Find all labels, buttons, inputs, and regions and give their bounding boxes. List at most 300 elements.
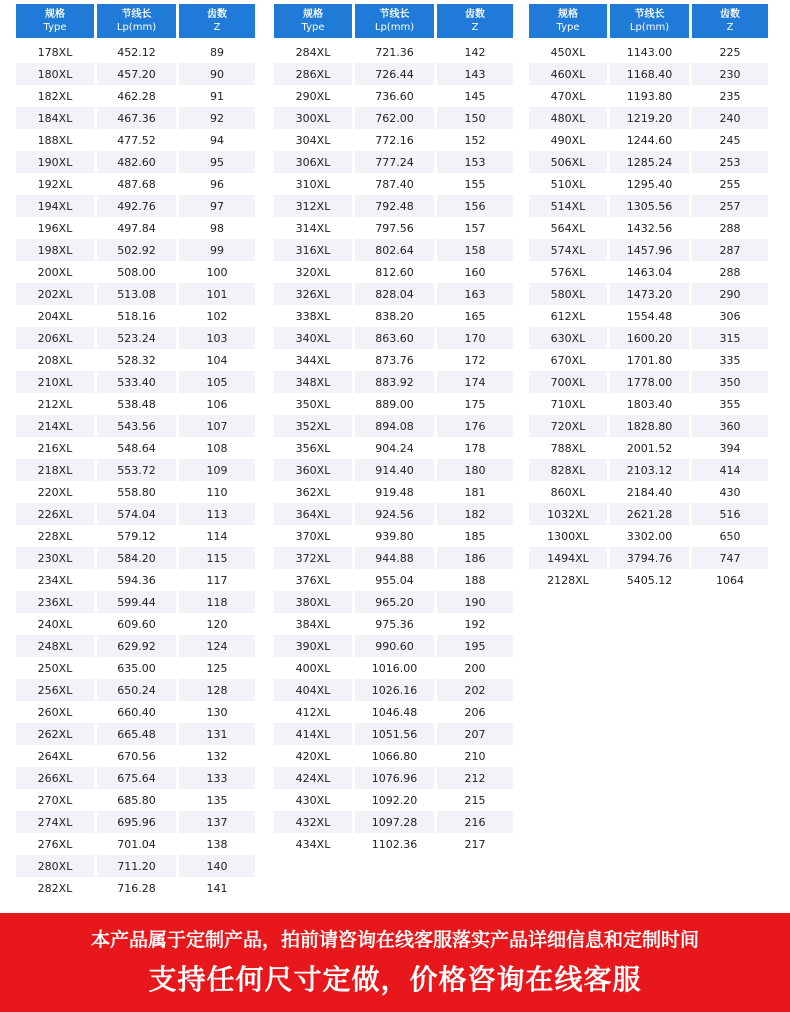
pitch-length-cell: 955.04 (355, 569, 434, 591)
pitch-length-cell: 965.20 (355, 591, 434, 613)
teeth-cell: 158 (437, 239, 513, 261)
pitch-length-cell: 599.44 (97, 591, 176, 613)
teeth-cell: 138 (179, 833, 255, 855)
table-row (529, 393, 768, 415)
pitch-length-cell: 457.20 (97, 63, 176, 85)
pitch-length-cell: 1026.16 (355, 679, 434, 701)
pitch-length-cell: 1219.20 (610, 107, 689, 129)
teeth-cell: 210 (437, 745, 513, 767)
header-teeth-cn: 齿数 (207, 9, 227, 20)
teeth-cell: 165 (437, 305, 513, 327)
pitch-length-cell: 838.20 (355, 305, 434, 327)
teeth-cell: 98 (179, 217, 255, 239)
pitch-length-cell: 792.48 (355, 195, 434, 217)
pitch-length-cell: 1285.24 (610, 151, 689, 173)
pitch-length-cell: 914.40 (355, 459, 434, 481)
table-row (16, 371, 255, 393)
table-row (274, 393, 513, 415)
type-cell: 360XL (274, 459, 352, 481)
teeth-cell: 92 (179, 107, 255, 129)
teeth-cell: 288 (692, 261, 768, 283)
pitch-length-cell: 1432.56 (610, 217, 689, 239)
teeth-cell: 118 (179, 591, 255, 613)
pitch-length-cell: 665.48 (97, 723, 176, 745)
table-row (529, 327, 768, 349)
table-row (16, 481, 255, 503)
teeth-cell: 153 (437, 151, 513, 173)
notice-banner (0, 913, 790, 1012)
table-row (16, 195, 255, 217)
teeth-cell: 105 (179, 371, 255, 393)
type-cell: 470XL (529, 85, 607, 107)
type-cell: 216XL (16, 437, 94, 459)
table-row (529, 173, 768, 195)
table-row (529, 217, 768, 239)
type-cell: 326XL (274, 283, 352, 305)
pitch-length-cell: 975.36 (355, 613, 434, 635)
pitch-length-cell: 772.16 (355, 129, 434, 151)
teeth-cell: 192 (437, 613, 513, 635)
type-cell: 184XL (16, 107, 94, 129)
teeth-cell: 110 (179, 481, 255, 503)
type-cell: 430XL (274, 789, 352, 811)
teeth-cell: 142 (437, 38, 513, 63)
pitch-length-cell: 721.36 (355, 38, 434, 63)
pitch-length-cell: 797.56 (355, 217, 434, 239)
teeth-cell: 215 (437, 789, 513, 811)
table-row (274, 415, 513, 437)
pitch-length-cell: 762.00 (355, 107, 434, 129)
pitch-length-cell: 990.60 (355, 635, 434, 657)
teeth-cell: 135 (179, 789, 255, 811)
type-cell: 574XL (529, 239, 607, 261)
table-row (274, 129, 513, 151)
teeth-cell: 130 (179, 701, 255, 723)
pitch-length-cell: 502.92 (97, 239, 176, 261)
teeth-cell: 120 (179, 613, 255, 635)
pitch-length-cell: 508.00 (97, 261, 176, 283)
table-row (529, 239, 768, 261)
pitch-length-cell: 2184.40 (610, 481, 689, 503)
teeth-cell: 141 (179, 877, 255, 899)
table-row (16, 129, 255, 151)
type-cell: 376XL (274, 569, 352, 591)
teeth-cell: 394 (692, 437, 768, 459)
table-row (16, 855, 255, 877)
type-cell: 380XL (274, 591, 352, 613)
header-pitch-length-cn: 节线长 (121, 9, 152, 20)
table-row (16, 239, 255, 261)
table-row (274, 63, 513, 85)
table-row (16, 217, 255, 239)
type-cell: 348XL (274, 371, 352, 393)
type-cell: 256XL (16, 679, 94, 701)
pitch-length-cell: 701.04 (97, 833, 176, 855)
teeth-cell: 143 (437, 63, 513, 85)
header-pitch-length (97, 4, 176, 38)
type-cell: 262XL (16, 723, 94, 745)
type-cell: 404XL (274, 679, 352, 701)
table-row (529, 107, 768, 129)
header-type-cn: 规格 (45, 9, 65, 20)
header-type-cn: 规格 (558, 9, 578, 20)
type-cell: 434XL (274, 833, 352, 855)
pitch-length-cell: 635.00 (97, 657, 176, 679)
table-row (274, 547, 513, 569)
pitch-length-cell: 1778.00 (610, 371, 689, 393)
table-row (274, 789, 513, 811)
teeth-cell: 181 (437, 481, 513, 503)
teeth-cell: 257 (692, 195, 768, 217)
table-row (274, 371, 513, 393)
header-teeth-en: Z (726, 22, 734, 33)
type-cell: 304XL (274, 129, 352, 151)
header-type-en: Type (43, 22, 67, 33)
pitch-length-cell: 919.48 (355, 481, 434, 503)
pitch-length-cell: 1046.48 (355, 701, 434, 723)
table-row (529, 437, 768, 459)
table-row (16, 173, 255, 195)
type-cell: 320XL (274, 261, 352, 283)
table-row (274, 151, 513, 173)
type-cell: 228XL (16, 525, 94, 547)
pitch-length-cell: 802.64 (355, 239, 434, 261)
pitch-length-cell: 1701.80 (610, 349, 689, 371)
pitch-length-cell: 1102.36 (355, 833, 434, 855)
teeth-cell: 360 (692, 415, 768, 437)
pitch-length-cell: 777.24 (355, 151, 434, 173)
type-cell: 370XL (274, 525, 352, 547)
table-row (16, 393, 255, 415)
teeth-cell: 225 (692, 38, 768, 63)
pitch-length-cell: 492.76 (97, 195, 176, 217)
table-row (274, 107, 513, 129)
type-cell: 200XL (16, 261, 94, 283)
table-row (16, 503, 255, 525)
header-teeth (692, 4, 768, 38)
teeth-cell: 100 (179, 261, 255, 283)
pitch-length-cell: 873.76 (355, 349, 434, 371)
table-row (274, 811, 513, 833)
table-row (16, 349, 255, 371)
spec-table-1 (13, 4, 258, 899)
type-cell: 356XL (274, 437, 352, 459)
teeth-cell: 137 (179, 811, 255, 833)
teeth-cell: 91 (179, 85, 255, 107)
type-cell: 364XL (274, 503, 352, 525)
table-row (529, 481, 768, 503)
teeth-cell: 101 (179, 283, 255, 305)
teeth-cell: 150 (437, 107, 513, 129)
pitch-length-cell: 1244.60 (610, 129, 689, 151)
teeth-cell: 288 (692, 217, 768, 239)
type-cell: 710XL (529, 393, 607, 415)
pitch-length-cell: 828.04 (355, 283, 434, 305)
teeth-cell: 188 (437, 569, 513, 591)
table-row (16, 679, 255, 701)
teeth-cell: 99 (179, 239, 255, 261)
table-row (274, 437, 513, 459)
table-row (16, 591, 255, 613)
type-cell: 338XL (274, 305, 352, 327)
table-row (529, 151, 768, 173)
teeth-cell: 157 (437, 217, 513, 239)
table-row (274, 723, 513, 745)
type-cell: 178XL (16, 38, 94, 63)
type-cell: 290XL (274, 85, 352, 107)
type-cell: 612XL (529, 305, 607, 327)
table-row (16, 723, 255, 745)
pitch-length-cell: 660.40 (97, 701, 176, 723)
header-teeth (179, 4, 255, 38)
type-cell: 300XL (274, 107, 352, 129)
table-row (274, 525, 513, 547)
type-cell: 212XL (16, 393, 94, 415)
type-cell: 198XL (16, 239, 94, 261)
table-row (274, 503, 513, 525)
teeth-cell: 190 (437, 591, 513, 613)
teeth-cell: 103 (179, 327, 255, 349)
pitch-length-cell: 1473.20 (610, 283, 689, 305)
teeth-cell: 113 (179, 503, 255, 525)
pitch-length-cell: 609.60 (97, 613, 176, 635)
type-cell: 450XL (529, 38, 607, 63)
type-cell: 414XL (274, 723, 352, 745)
type-cell: 276XL (16, 833, 94, 855)
table-row (16, 437, 255, 459)
teeth-cell: 430 (692, 481, 768, 503)
pitch-length-cell: 1051.56 (355, 723, 434, 745)
type-cell: 214XL (16, 415, 94, 437)
type-cell: 220XL (16, 481, 94, 503)
header-pitch-length-en: Lp(mm) (116, 22, 157, 33)
type-cell: 700XL (529, 371, 607, 393)
teeth-cell: 207 (437, 723, 513, 745)
pitch-length-cell: 904.24 (355, 437, 434, 459)
type-cell: 266XL (16, 767, 94, 789)
teeth-cell: 170 (437, 327, 513, 349)
pitch-length-cell: 579.12 (97, 525, 176, 547)
teeth-cell: 156 (437, 195, 513, 217)
pitch-length-cell: 787.40 (355, 173, 434, 195)
table-row (274, 239, 513, 261)
teeth-cell: 89 (179, 38, 255, 63)
type-cell: 208XL (16, 349, 94, 371)
teeth-cell: 1064 (692, 569, 768, 591)
table-row (274, 327, 513, 349)
type-cell: 280XL (16, 855, 94, 877)
table-row (16, 107, 255, 129)
header-pitch-length (610, 4, 689, 38)
type-cell: 630XL (529, 327, 607, 349)
type-cell: 218XL (16, 459, 94, 481)
teeth-cell: 195 (437, 635, 513, 657)
table-row (274, 481, 513, 503)
teeth-cell: 206 (437, 701, 513, 723)
type-cell: 196XL (16, 217, 94, 239)
type-cell: 352XL (274, 415, 352, 437)
pitch-length-cell: 553.72 (97, 459, 176, 481)
type-cell: 384XL (274, 613, 352, 635)
type-cell: 250XL (16, 657, 94, 679)
teeth-cell: 160 (437, 261, 513, 283)
teeth-cell: 97 (179, 195, 255, 217)
teeth-cell: 306 (692, 305, 768, 327)
type-cell: 274XL (16, 811, 94, 833)
teeth-cell: 182 (437, 503, 513, 525)
pitch-length-cell: 477.52 (97, 129, 176, 151)
header-pitch-length-en: Lp(mm) (374, 22, 415, 33)
type-cell: 372XL (274, 547, 352, 569)
pitch-length-cell: 716.28 (97, 877, 176, 899)
type-cell: 340XL (274, 327, 352, 349)
type-cell: 2128XL (529, 569, 607, 591)
teeth-cell: 115 (179, 547, 255, 569)
type-cell: 1032XL (529, 503, 607, 525)
table-row (529, 38, 768, 63)
teeth-cell: 178 (437, 437, 513, 459)
notice-line-2: 支持任何尺寸定做，价格咨询在线客服 (148, 963, 642, 996)
type-cell: 284XL (274, 38, 352, 63)
teeth-cell: 747 (692, 547, 768, 569)
pitch-length-cell: 558.80 (97, 481, 176, 503)
type-cell: 286XL (274, 63, 352, 85)
teeth-cell: 108 (179, 437, 255, 459)
teeth-cell: 140 (179, 855, 255, 877)
pitch-length-cell: 1143.00 (610, 38, 689, 63)
type-cell: 226XL (16, 503, 94, 525)
pitch-length-cell: 523.24 (97, 327, 176, 349)
table-row (274, 459, 513, 481)
teeth-cell: 186 (437, 547, 513, 569)
teeth-cell: 253 (692, 151, 768, 173)
pitch-length-cell: 726.44 (355, 63, 434, 85)
teeth-cell: 155 (437, 173, 513, 195)
table-row (274, 657, 513, 679)
teeth-cell: 414 (692, 459, 768, 481)
pitch-length-cell: 497.84 (97, 217, 176, 239)
type-cell: 362XL (274, 481, 352, 503)
type-cell: 210XL (16, 371, 94, 393)
teeth-cell: 315 (692, 327, 768, 349)
table-row (529, 195, 768, 217)
table-row (274, 635, 513, 657)
pitch-length-cell: 1066.80 (355, 745, 434, 767)
teeth-cell: 117 (179, 569, 255, 591)
type-cell: 282XL (16, 877, 94, 899)
pitch-length-cell: 487.68 (97, 173, 176, 195)
table-row (16, 789, 255, 811)
teeth-cell: 109 (179, 459, 255, 481)
table-row (529, 129, 768, 151)
type-cell: 400XL (274, 657, 352, 679)
teeth-cell: 240 (692, 107, 768, 129)
type-cell: 576XL (529, 261, 607, 283)
teeth-cell: 235 (692, 85, 768, 107)
type-cell: 860XL (529, 481, 607, 503)
teeth-cell: 106 (179, 393, 255, 415)
pitch-length-cell: 462.28 (97, 85, 176, 107)
table-row (274, 85, 513, 107)
type-cell: 188XL (16, 129, 94, 151)
table-row (529, 547, 768, 569)
header-type-en: Type (301, 22, 325, 33)
type-cell: 344XL (274, 349, 352, 371)
type-cell: 234XL (16, 569, 94, 591)
type-cell: 420XL (274, 745, 352, 767)
type-cell: 412XL (274, 701, 352, 723)
header-teeth-en: Z (213, 22, 221, 33)
type-cell: 1494XL (529, 547, 607, 569)
teeth-cell: 180 (437, 459, 513, 481)
teeth-cell: 290 (692, 283, 768, 305)
teeth-cell: 516 (692, 503, 768, 525)
table-row (274, 767, 513, 789)
teeth-cell: 185 (437, 525, 513, 547)
table-row (529, 283, 768, 305)
teeth-cell: 96 (179, 173, 255, 195)
table-row (274, 195, 513, 217)
teeth-cell: 95 (179, 151, 255, 173)
table-row (16, 415, 255, 437)
teeth-cell: 287 (692, 239, 768, 261)
table-row (16, 38, 255, 63)
pitch-length-cell: 1016.00 (355, 657, 434, 679)
table-header-row (529, 4, 768, 38)
pitch-length-cell: 584.20 (97, 547, 176, 569)
type-cell: 390XL (274, 635, 352, 657)
table-row (529, 459, 768, 481)
pitch-length-cell: 1076.96 (355, 767, 434, 789)
pitch-length-cell: 812.60 (355, 261, 434, 283)
type-cell: 564XL (529, 217, 607, 239)
pitch-length-cell: 944.88 (355, 547, 434, 569)
table-row (16, 613, 255, 635)
type-cell: 194XL (16, 195, 94, 217)
pitch-length-cell: 1097.28 (355, 811, 434, 833)
teeth-cell: 163 (437, 283, 513, 305)
teeth-cell: 230 (692, 63, 768, 85)
teeth-cell: 174 (437, 371, 513, 393)
table-row (529, 415, 768, 437)
teeth-cell: 90 (179, 63, 255, 85)
teeth-cell: 94 (179, 129, 255, 151)
table-row (274, 38, 513, 63)
pitch-length-cell: 894.08 (355, 415, 434, 437)
pitch-length-cell: 1554.48 (610, 305, 689, 327)
teeth-cell: 355 (692, 393, 768, 415)
pitch-length-cell: 594.36 (97, 569, 176, 591)
teeth-cell: 202 (437, 679, 513, 701)
header-type (274, 4, 352, 38)
table-row (16, 767, 255, 789)
pitch-length-cell: 452.12 (97, 38, 176, 63)
type-cell: 314XL (274, 217, 352, 239)
pitch-length-cell: 513.08 (97, 283, 176, 305)
notice-line-1: 本产品属于定制产品，拍前请咨询在线客服落实产品详细信息和定制时间 (90, 929, 699, 951)
pitch-length-cell: 3302.00 (610, 525, 689, 547)
pitch-length-cell: 2103.12 (610, 459, 689, 481)
header-type (16, 4, 94, 38)
type-cell: 510XL (529, 173, 607, 195)
teeth-cell: 125 (179, 657, 255, 679)
header-pitch-length-cn: 节线长 (379, 9, 410, 20)
table-row (16, 657, 255, 679)
table-row (274, 569, 513, 591)
teeth-cell: 128 (179, 679, 255, 701)
type-cell: 514XL (529, 195, 607, 217)
type-cell: 202XL (16, 283, 94, 305)
